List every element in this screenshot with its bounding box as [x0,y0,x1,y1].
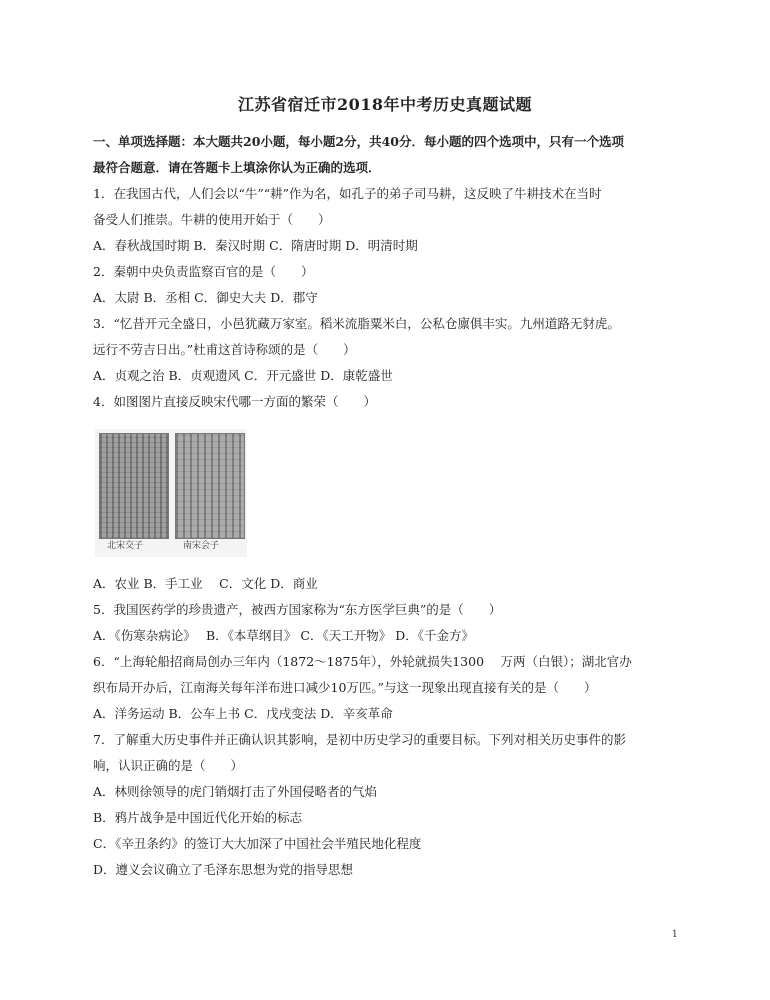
question-1-options: A．春秋战国时期 B．秦汉时期 C．隋唐时期 D．明清时期 [93,238,418,253]
question-2-stem: 2．秦朝中央负责监察百官的是（ ） [93,264,314,279]
page-title: 江苏省宿迁市2018年中考历史真题试题 [237,95,533,114]
question-5-stem: 5．我国医药学的珍贵遗产，被西方国家称为“东方医学巨典”的是（ ） [93,602,502,617]
figure-caption-right: 南宋会子 [183,541,220,551]
section-instructions-line-1: 一、单项选择题：本大题共20小题，每小题2分，共40分．每小题的四个选项中，只有一个选项 [93,134,624,149]
question-1-stem-line-1: 1．在我国古代，人们会以“牛”“耕”作为名，如孔子的弟子司马耕，这反映了牛耕技术在当时 [93,186,602,201]
huizi-banknote-image [175,433,245,539]
question-4 [93,389,688,597]
exam-content [93,129,688,883]
question-4-options: A．农业 B．手工业 C．文化 D．商业 [93,576,318,591]
question-2 [93,259,688,311]
page-number: 1 [671,929,678,940]
question-4-figure [95,429,247,557]
question-1 [93,181,688,259]
question-6 [93,649,688,727]
question-7-stem-line-2: 响，认识正确的是（ ） [93,758,244,773]
question-7 [93,727,688,883]
question-3 [93,311,688,389]
question-7-stem-line-1: 7．了解重大历史事件并正确认识其影响，是初中历史学习的重要目标。下列对相关历史事件的影 [93,732,626,747]
question-6-options: A．洋务运动 B．公车上书 C．戊戌变法 D．辛亥革命 [93,706,393,721]
question-7-option-b: B．鸦片战争是中国近代化开始的标志 [93,810,303,825]
question-3-stem-line-1: 3．“忆昔开元全盛日，小邑犹藏万家室。稻米流脂粟米白，公私仓廪俱丰实。九州道路无豺虎。 [93,316,620,331]
question-3-stem-line-2: 远行不劳吉日出。”杜甫这首诗称颂的是（ ） [93,342,356,357]
question-1-stem-line-2: 备受人们推崇。牛耕的使用开始于（ ） [93,212,331,227]
question-7-option-d: D．遵义会议确立了毛泽东思想为党的指导思想 [93,862,354,877]
question-7-option-c: C．《辛丑条约》的签订大大加深了中国社会半殖民地化程度 [93,836,422,851]
question-5-options: A．《伤寒杂病论》 B．《本草纲目》 C．《天工开物》 D．《千金方》 [93,628,474,643]
question-5 [93,597,688,649]
jiaozi-banknote-image [99,433,169,539]
question-7-option-a: A．林则徐领导的虎门销烟打击了外国侵略者的气焰 [93,784,378,799]
question-6-stem-line-2: 织布局开办后，江南海关每年洋布进口减少10万匹。”与这一现象出现直接有关的是（ ） [93,680,597,695]
question-4-stem: 4．如图图片直接反映宋代哪一方面的繁荣（ ） [93,394,376,409]
question-3-options: A．贞观之治 B．贞观遗风 C．开元盛世 D．康乾盛世 [93,368,393,383]
figure-caption-left: 北宋交子 [107,541,144,551]
section-instructions-line-2: 最符合题意．请在答题卡上填涂你认为正确的选项． [93,160,381,175]
question-2-options: A．太尉 B．丞相 C．御史大夫 D．郡守 [93,290,318,305]
question-6-stem-line-1: 6．“上海轮船招商局创办三年内（1872～1875年），外轮就损失1300 万两（白银）；湖北官办 [93,654,632,669]
